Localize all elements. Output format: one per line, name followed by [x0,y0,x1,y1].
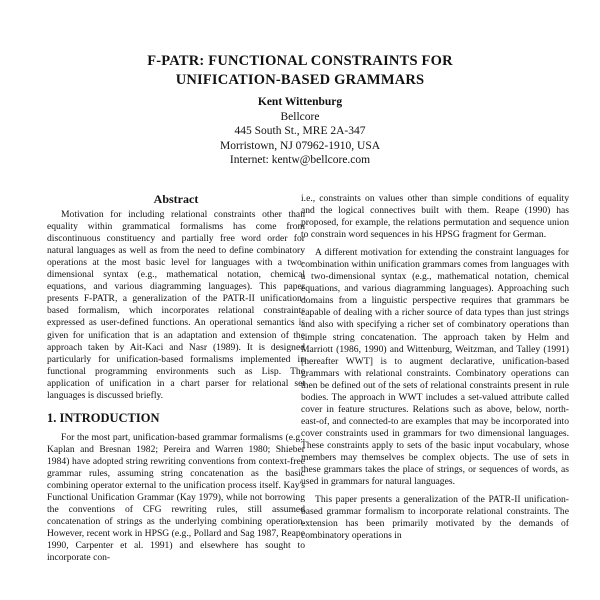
right-column [301,193,569,542]
left-column [47,193,305,564]
right-paragraph-3: This paper presents a generalization of the PATR-II unification-based grammar formalism to incorporate relational constraints. The extension has been primarily motivated by the demands of combinatory operations in [301,494,569,542]
abstract-heading: Abstract [153,192,199,206]
abstract-text: Motivation for including relational constraints other than equality within grammatical formalisms has come from discontinuous constituency and partially free word order for natural languages as well as from the need to define combinatory operations at the most basic level for languages with a two-dimensional syntax (e.g., mathematical notation, chemical equations, and various diagramming languages). This paper presents F-PATR, a generalization of the PATR-II unification-based formalism, which incorporates relational constraints expressed as user-defined functions. An operational semantics is given for unification that is an adaptation and extension of the approach taken by Ait-Kaci and Nasr (1989). It is designed particularly for unification-based formalisms implemented in functional programming environments such as Lisp. The application of unification in a chart parser for relational set languages is discussed briefly. [47,209,305,401]
title-line-1: F-PATR: FUNCTIONAL CONSTRAINTS FOR [147,53,453,69]
introduction-paragraph-1: For the most part, unification-based grammar formalisms (e.g., Kaplan and Bresnan 1982; Pereira and Warren 1980; Shieber 1984) have adopted string rewriting conventions from context-free grammar rules, assuming string concatenation as the basic combining operator external to the unification process itself. Kay's Functional Unification Grammar (Kay 1979), while not borrowing the conventions of CFG rewriting rules, still assumed concatenation of strings as the underlying combining operation. However, recent work in HPSG (e.g., Pollard and Sag 1987, Reape 1990, Carpenter et al. 1991) and elsewhere has sought to incorporate con- [47,431,305,564]
paper-title [0,52,600,90]
right-paragraph-1: i.e., constraints on values other than simple conditions of equality and the logical connectives built with them. Reape (1990) has proposed, for example, the relations permutation and sequence union to constrain word sequences in his HPSG fragment for German. [301,193,569,241]
author-name: Kent Wittenburg [257,96,343,108]
author-address-line-2: Morristown, NJ 07962-1910, USA [219,139,381,152]
right-paragraph-2: A different motivation for extending the constraint languages for combination within unification grammars comes from languages with a two-dimensional syntax (e.g., mathematical notation, chemical equations, and various diagramming languages). Approaching such domains from a linguistic perspective requires that grammars be capable of dealing with a richer source of data types than just strings and also with specifying a richer set of combinatory operations than simple string concatenation. The approach taken by Helm and Marriott (1986, 1990) and Wittenburg, Weitzman, and Talley (1991) [hereafter WWT] is to augment declarative, unification-based grammars with relational constraints. Combinatory operations can then be defined out of the sets of relational constraints present in rule bodies. The approach in WWT includes a set-valued attribute called cover in feature structures. Relations such as above, below, north-east-of, and connected-to are examples that may be incorporated into cover constraints used in grammars for two dimensional languages. These constraints apply to sets of the basic input vocabulary, whose members may themselves be complex objects. The use of sets in these grammars takes the place of strings, or sequences of words, as used in grammars for natural languages. [301,247,569,488]
author-address-line-1: 445 South St., MRE 2A-347 [234,125,366,137]
introduction-heading: 1. INTRODUCTION [47,410,160,425]
author-block [0,95,600,168]
author-email: Internet: kentw@bellcore.com [229,154,371,166]
author-affiliation: Bellcore [280,110,320,123]
title-line-2: UNIFICATION-BASED GRAMMARS [175,72,425,88]
